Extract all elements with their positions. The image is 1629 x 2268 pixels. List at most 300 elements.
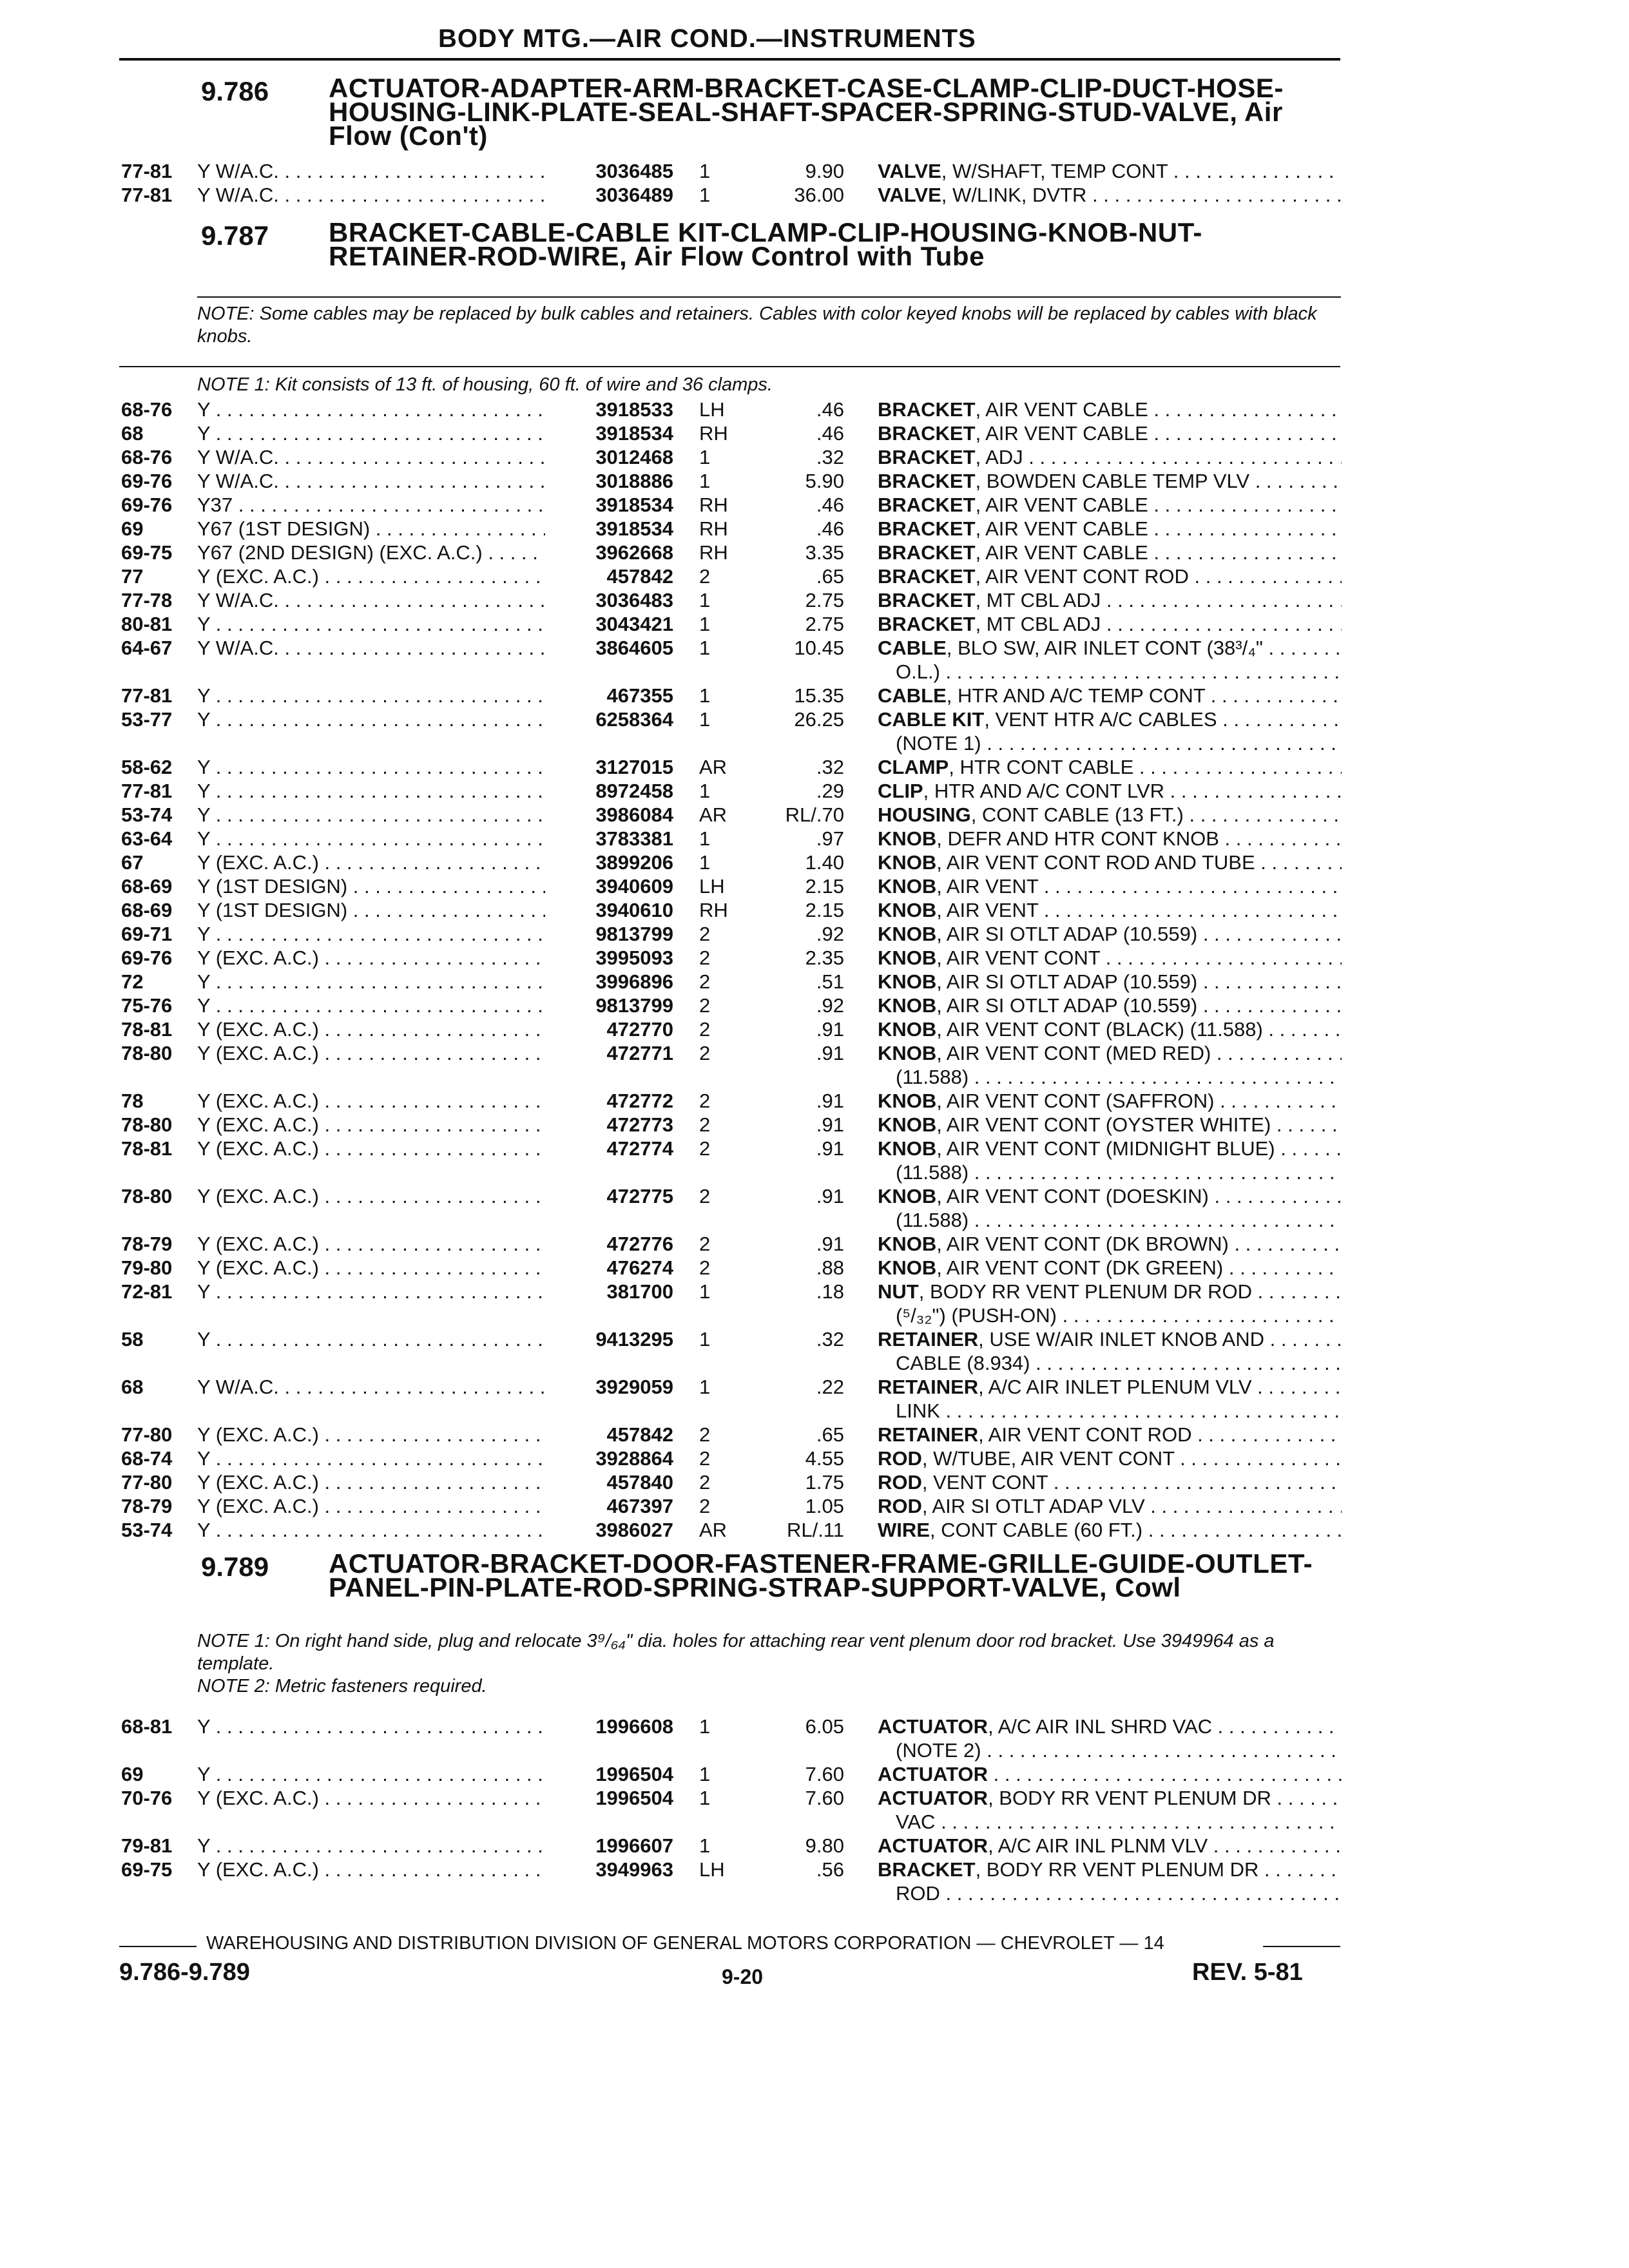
quantity: 2 (699, 994, 711, 1017)
quantity: RH (699, 517, 728, 540)
model-years: 77-81 (121, 780, 173, 802)
part-detail: , W/LINK, DVTR (941, 184, 1087, 206)
part-row-continuation (0, 1399, 1629, 1423)
usage: Y67 (2ND DESIGN) (EXC. A.C.) . . . (197, 541, 545, 564)
price: 4.55 (805, 1447, 844, 1470)
part-row (0, 827, 1629, 851)
description (878, 1423, 1342, 1446)
model-years: 77-78 (121, 589, 173, 611)
usage: Y . . . (197, 1763, 545, 1786)
usage: Y W/A.C. . . . (197, 446, 545, 469)
description-continuation: O.L.) . . . (896, 660, 1342, 684)
part-detail: , HTR AND A/C TEMP CONT (946, 684, 1206, 707)
description (878, 875, 1342, 898)
part-row (0, 184, 1629, 207)
quantity: RH (699, 422, 728, 445)
price: .92 (816, 994, 844, 1017)
part-name: KNOB (878, 1185, 937, 1207)
description-continuation: CABLE (8.934) . . . (896, 1352, 1342, 1375)
part-number: 3940610 (595, 899, 673, 921)
quantity: 1 (699, 827, 711, 850)
part-number: 1996608 (595, 1715, 673, 1738)
part-number: 3962668 (595, 541, 673, 564)
part-detail: , MT CBL ADJ (975, 589, 1101, 611)
price: 36.00 (794, 184, 844, 206)
part-detail: , AIR VENT CONT (936, 947, 1101, 969)
part-name: ACTUATOR (878, 1787, 988, 1809)
model-years: 68-69 (121, 899, 173, 921)
description (878, 970, 1342, 994)
model-years: 68-74 (121, 1447, 173, 1470)
part-row (0, 994, 1629, 1018)
part-row (0, 1090, 1629, 1113)
usage: Y W/A.C. . . . (197, 184, 545, 207)
part-number: 3012468 (595, 446, 673, 468)
model-years: 63-64 (121, 827, 173, 850)
part-detail: , AIR VENT (936, 875, 1039, 898)
usage: Y (EXC. A.C.) . . . (197, 1042, 545, 1065)
model-years: 68 (121, 1376, 144, 1398)
part-name: NUT (878, 1280, 919, 1303)
model-years: 67 (121, 851, 144, 874)
page-header-title: BODY MTG.—AIR COND.—INSTRUMENTS (438, 24, 976, 53)
usage: Y (EXC. A.C.) . . . (197, 1233, 545, 1256)
part-number: 3929059 (595, 1376, 673, 1398)
part-detail: , AIR VENT CONT (MED RED) (936, 1042, 1211, 1064)
description-continuation: (11.588) . . . (896, 1161, 1342, 1184)
price: .32 (816, 1328, 844, 1350)
usage: Y . . . (197, 422, 545, 445)
part-name: KNOB (878, 923, 937, 945)
description-continuation: ROD . . . (896, 1882, 1342, 1905)
quantity: 2 (699, 923, 711, 945)
usage: Y . . . (197, 994, 545, 1017)
price: .22 (816, 1376, 844, 1398)
part-detail: , A/C AIR INL SHRD VAC (988, 1715, 1213, 1738)
part-row (0, 1042, 1629, 1066)
part-number: 8972458 (595, 780, 673, 802)
part-row (0, 1137, 1629, 1161)
part-row (0, 1256, 1629, 1280)
part-number: 472772 (606, 1090, 673, 1112)
model-years: 78 (121, 1090, 144, 1112)
model-years: 69 (121, 1763, 144, 1785)
description (878, 613, 1342, 636)
part-detail: , A/C AIR INLET PLENUM VLV (978, 1376, 1252, 1398)
part-number: 6258364 (595, 708, 673, 731)
usage: Y (EXC. A.C.) . . . (197, 565, 545, 588)
description (878, 899, 1342, 922)
note-rule-top (197, 296, 1341, 298)
usage: Y . . . (197, 1280, 545, 1303)
part-number: 3918534 (595, 517, 673, 540)
model-years: 53-74 (121, 803, 173, 826)
part-detail: , AIR VENT CONT (DOESKIN) (936, 1185, 1209, 1207)
part-number: 472771 (606, 1042, 673, 1064)
quantity: 2 (699, 565, 711, 588)
description (878, 1042, 1342, 1065)
price: 2.75 (805, 589, 844, 611)
part-name: KNOB (878, 875, 937, 898)
model-years: 77-81 (121, 184, 173, 206)
quantity: 1 (699, 1763, 711, 1785)
usage: Y . . . (197, 923, 545, 946)
price: 3.35 (805, 541, 844, 564)
description (878, 637, 1342, 660)
usage: Y (EXC. A.C.) . . . (197, 1090, 545, 1113)
part-name: RETAINER (878, 1423, 979, 1446)
model-years: 78-80 (121, 1185, 173, 1207)
part-detail: , HTR CONT CABLE (949, 756, 1134, 778)
part-detail: , AIR VENT CABLE (975, 494, 1148, 516)
usage: Y . . . (197, 780, 545, 803)
part-row-continuation (0, 660, 1629, 684)
model-years: 77-80 (121, 1471, 173, 1494)
part-row (0, 1423, 1629, 1447)
quantity: RH (699, 541, 728, 564)
quantity: LH (699, 398, 725, 421)
part-row (0, 1763, 1629, 1787)
section-note1-9789: NOTE 1: On right hand side, plug and relocate 3⁹/₆₄" dia. holes for attaching rear vent plenum door rod bracket. Use 3949964 as a template. (197, 1631, 1275, 1674)
part-name: CLAMP (878, 756, 949, 778)
part-number: 381700 (606, 1280, 673, 1303)
description (878, 994, 1342, 1017)
part-row (0, 1834, 1629, 1858)
price: .46 (816, 422, 844, 445)
price: .91 (816, 1137, 844, 1160)
part-name: WIRE (878, 1519, 930, 1541)
part-name: KNOB (878, 827, 937, 850)
part-name: RETAINER (878, 1328, 979, 1350)
part-row (0, 517, 1629, 541)
part-detail: , USE W/AIR INLET KNOB AND (978, 1328, 1265, 1350)
part-name: ACTUATOR (878, 1763, 988, 1785)
part-number: 1996607 (595, 1834, 673, 1857)
price: 10.45 (794, 637, 844, 659)
model-years: 69-75 (121, 541, 173, 564)
part-name: BRACKET (878, 517, 976, 540)
usage: Y (1ST DESIGN) . . . (197, 899, 545, 922)
part-row (0, 1113, 1629, 1137)
part-row (0, 708, 1629, 732)
part-name: CLIP (878, 780, 923, 802)
quantity: 2 (699, 1233, 711, 1255)
quantity: 1 (699, 684, 711, 707)
part-name: ACTUATOR (878, 1715, 988, 1738)
part-detail: , CONT CABLE (13 FT.) (970, 803, 1184, 826)
usage: Y (EXC. A.C.) . . . (197, 1471, 545, 1494)
part-number: 472774 (606, 1137, 673, 1160)
price: 2.35 (805, 947, 844, 969)
part-row (0, 422, 1629, 446)
part-detail: , AIR VENT CABLE (975, 422, 1148, 445)
part-name: KNOB (878, 851, 937, 874)
part-row-continuation (0, 732, 1629, 756)
part-detail: , AIR SI OTLT ADAP (10.559) (936, 923, 1198, 945)
price: .97 (816, 827, 844, 850)
part-row-continuation (0, 1352, 1629, 1376)
model-years: 78-79 (121, 1233, 173, 1255)
quantity: 1 (699, 184, 711, 206)
description (878, 1495, 1342, 1518)
part-row-continuation (0, 1066, 1629, 1090)
description (878, 565, 1342, 588)
usage: Y (EXC. A.C.) . . . (197, 947, 545, 970)
section-title-9786: ACTUATOR-ADAPTER-ARM-BRACKET-CASE-CLAMP-CLIP-DUCT-HOSE-HOUSING-LINK-PLATE-SEAL-SHAFT-SPACER-SPRING-STUD-VALVE, Air Flow (Con't) (329, 73, 1284, 151)
usage: Y (EXC. A.C.) . . . (197, 1787, 545, 1810)
part-name: KNOB (878, 947, 937, 969)
part-name: KNOB (878, 1018, 937, 1041)
part-number: 3036489 (595, 184, 673, 206)
model-years: 69-76 (121, 947, 173, 969)
part-name: KNOB (878, 1233, 937, 1255)
part-row (0, 637, 1629, 660)
usage: Y37 . . . (197, 494, 545, 517)
price: .91 (816, 1113, 844, 1136)
price: .91 (816, 1185, 844, 1207)
quantity: AR (699, 1519, 728, 1541)
description (878, 422, 1342, 445)
part-name: HOUSING (878, 803, 971, 826)
description (878, 1834, 1342, 1858)
price: RL/.70 (785, 803, 844, 826)
model-years: 75-76 (121, 994, 173, 1017)
model-years: 78-81 (121, 1137, 173, 1160)
part-row (0, 875, 1629, 899)
description (878, 160, 1342, 183)
model-years: 79-80 (121, 1256, 173, 1279)
description (878, 1256, 1342, 1280)
part-name: BRACKET (878, 398, 976, 421)
usage: Y (1ST DESIGN) . . . (197, 875, 545, 898)
price: .65 (816, 1423, 844, 1446)
usage: Y W/A.C. . . . (197, 160, 545, 183)
model-years: 69-71 (121, 923, 173, 945)
part-name: CABLE KIT (878, 708, 985, 731)
part-row-continuation (0, 1882, 1629, 1906)
description (878, 756, 1342, 779)
usage: Y (EXC. A.C.) . . . (197, 1423, 545, 1446)
price: 9.80 (805, 1834, 844, 1857)
price: .65 (816, 565, 844, 588)
description (878, 446, 1342, 469)
part-row (0, 1858, 1629, 1882)
footer-division-line: WAREHOUSING AND DISTRIBUTION DIVISION OF GENERAL MOTORS CORPORATION — CHEVROLET — 14 (206, 1933, 1164, 1954)
part-row (0, 1233, 1629, 1256)
quantity: LH (699, 1858, 725, 1881)
usage: Y W/A.C. . . . (197, 589, 545, 612)
part-number: 3043421 (595, 613, 673, 635)
usage: Y . . . (197, 756, 545, 779)
usage: Y (EXC. A.C.) . . . (197, 1113, 545, 1137)
part-row (0, 446, 1629, 470)
part-number: 3918534 (595, 494, 673, 516)
model-years: 80-81 (121, 613, 173, 635)
quantity: 2 (699, 1495, 711, 1517)
quantity: LH (699, 875, 725, 898)
model-years: 58 (121, 1328, 144, 1350)
footer-range: 9.786-9.789 (119, 1959, 250, 1986)
model-years: 77-80 (121, 1423, 173, 1446)
price: .18 (816, 1280, 844, 1303)
model-years: 77-81 (121, 160, 173, 182)
part-detail: , AIR SI OTLT ADAP VLV (921, 1495, 1145, 1517)
part-number: 457842 (606, 565, 673, 588)
part-detail: , AIR SI OTLT ADAP (10.559) (936, 970, 1198, 993)
part-name: KNOB (878, 899, 937, 921)
part-detail: , AIR VENT CONT ROD AND TUBE (936, 851, 1255, 874)
part-detail: , BODY RR VENT PLENUM DR ROD (918, 1280, 1253, 1303)
part-name: BRACKET (878, 470, 976, 492)
part-number: 3864605 (595, 637, 673, 659)
price: .46 (816, 494, 844, 516)
description-continuation: (⁵/₃₂") (PUSH-ON) . . . (896, 1304, 1342, 1327)
part-number: 9413295 (595, 1328, 673, 1350)
quantity: AR (699, 803, 728, 826)
price: .51 (816, 970, 844, 993)
price: 9.90 (805, 160, 844, 182)
part-name: CABLE (878, 684, 947, 707)
section-number-9787: 9.787 (201, 220, 269, 251)
part-detail: , BODY RR VENT PLENUM DR (988, 1787, 1271, 1809)
part-number: 9813799 (595, 994, 673, 1017)
quantity: 1 (699, 613, 711, 635)
price: 15.35 (794, 684, 844, 707)
price: .88 (816, 1256, 844, 1279)
section-number-9786: 9.786 (201, 76, 269, 106)
usage: Y . . . (197, 1447, 545, 1470)
quantity: 1 (699, 780, 711, 802)
section-note1-9787: NOTE 1: Kit consists of 13 ft. of housing, 60 ft. of wire and 36 clamps. (197, 374, 773, 395)
price: .32 (816, 446, 844, 468)
part-detail: , AIR VENT CABLE (975, 541, 1148, 564)
part-row (0, 1471, 1629, 1495)
quantity: 2 (699, 1137, 711, 1160)
part-number: 472775 (606, 1185, 673, 1207)
part-number: 3986027 (595, 1519, 673, 1541)
description-continuation: (11.588) . . . (896, 1209, 1342, 1232)
part-row-continuation (0, 1304, 1629, 1328)
part-number: 3996896 (595, 970, 673, 993)
model-years: 68 (121, 422, 144, 445)
description (878, 803, 1342, 827)
price: .91 (816, 1018, 844, 1041)
part-row (0, 1495, 1629, 1519)
part-name: KNOB (878, 1137, 937, 1160)
usage: Y . . . (197, 613, 545, 636)
part-detail: , AIR VENT CABLE (975, 398, 1148, 421)
model-years: 78-81 (121, 1018, 173, 1041)
part-row (0, 780, 1629, 803)
price: .91 (816, 1042, 844, 1064)
section-title-9789: ACTUATOR-BRACKET-DOOR-FASTENER-FRAME-GRILLE-GUIDE-OUTLET-PANEL-PIN-PLATE-ROD-SPRING-STRAP-SUPPORT-VALVE, Cowl (329, 1548, 1313, 1602)
part-detail: , BOWDEN CABLE TEMP VLV (975, 470, 1250, 492)
price: .92 (816, 923, 844, 945)
part-detail: , BLO SW, AIR INLET CONT (38³/₄" (946, 637, 1263, 659)
model-years: 69-76 (121, 494, 173, 516)
quantity: 1 (699, 470, 711, 492)
quantity: 1 (699, 1376, 711, 1398)
quantity: RH (699, 899, 728, 921)
part-number: 3918534 (595, 422, 673, 445)
usage: Y . . . (197, 1715, 545, 1738)
description (878, 1447, 1342, 1470)
model-years: 64-67 (121, 637, 173, 659)
model-years: 72-81 (121, 1280, 173, 1303)
part-number: 3928864 (595, 1447, 673, 1470)
model-years: 69-76 (121, 470, 173, 492)
part-name: KNOB (878, 1042, 937, 1064)
quantity: 1 (699, 708, 711, 731)
quantity: AR (699, 756, 728, 778)
description-continuation: (11.588) . . . (896, 1066, 1342, 1089)
section-note-9787: NOTE: Some cables may be replaced by bulk cables and retainers. Cables with color keyed knobs will be replaced by cables with black knobs. (197, 303, 1317, 347)
part-name: ROD (878, 1471, 922, 1494)
usage: Y (EXC. A.C.) . . . (197, 1018, 545, 1041)
usage: Y W/A.C. . . . (197, 1376, 545, 1399)
description (878, 517, 1342, 541)
part-row-continuation (0, 1161, 1629, 1185)
part-row (0, 1280, 1629, 1304)
usage: Y . . . (197, 1834, 545, 1858)
part-row (0, 1519, 1629, 1542)
description (878, 1715, 1342, 1738)
description (878, 1185, 1342, 1208)
model-years: 69 (121, 517, 144, 540)
quantity: 1 (699, 1787, 711, 1809)
header-rule (119, 58, 1340, 61)
price: 1.05 (805, 1495, 844, 1517)
usage: Y . . . (197, 1519, 545, 1542)
footer-rule-right (1263, 1946, 1340, 1947)
quantity: 2 (699, 1256, 711, 1279)
description (878, 1471, 1342, 1494)
part-detail: , AIR VENT CONT ROD (975, 565, 1189, 588)
price: 2.15 (805, 875, 844, 898)
description (878, 923, 1342, 946)
description (878, 947, 1342, 970)
description (878, 1018, 1342, 1041)
quantity: 1 (699, 1834, 711, 1857)
part-detail: , AIR VENT CONT (BLACK) (11.588) (936, 1018, 1263, 1041)
part-number: 3995093 (595, 947, 673, 969)
part-row (0, 398, 1629, 422)
description-continuation: LINK . . . (896, 1399, 1342, 1423)
price: 5.90 (805, 470, 844, 492)
price: 7.60 (805, 1763, 844, 1785)
part-number: 457840 (606, 1471, 673, 1494)
description (878, 1137, 1342, 1160)
usage: Y W/A.C. . . . (197, 470, 545, 493)
part-name: KNOB (878, 994, 937, 1017)
part-row (0, 1185, 1629, 1209)
description-continuation: (NOTE 1) . . . (896, 732, 1342, 755)
part-number: 1996504 (595, 1787, 673, 1809)
quantity: 2 (699, 1090, 711, 1112)
quantity: 1 (699, 589, 711, 611)
part-number: 3127015 (595, 756, 673, 778)
part-row (0, 494, 1629, 517)
part-detail: , W/SHAFT, TEMP CONT (941, 160, 1168, 182)
part-name: ACTUATOR (878, 1834, 988, 1857)
part-name: BRACKET (878, 422, 976, 445)
part-row-continuation (0, 1811, 1629, 1834)
part-name: ROD (878, 1495, 922, 1517)
model-years: 69-75 (121, 1858, 173, 1881)
part-row (0, 923, 1629, 947)
description (878, 1376, 1342, 1399)
price: .46 (816, 517, 844, 540)
